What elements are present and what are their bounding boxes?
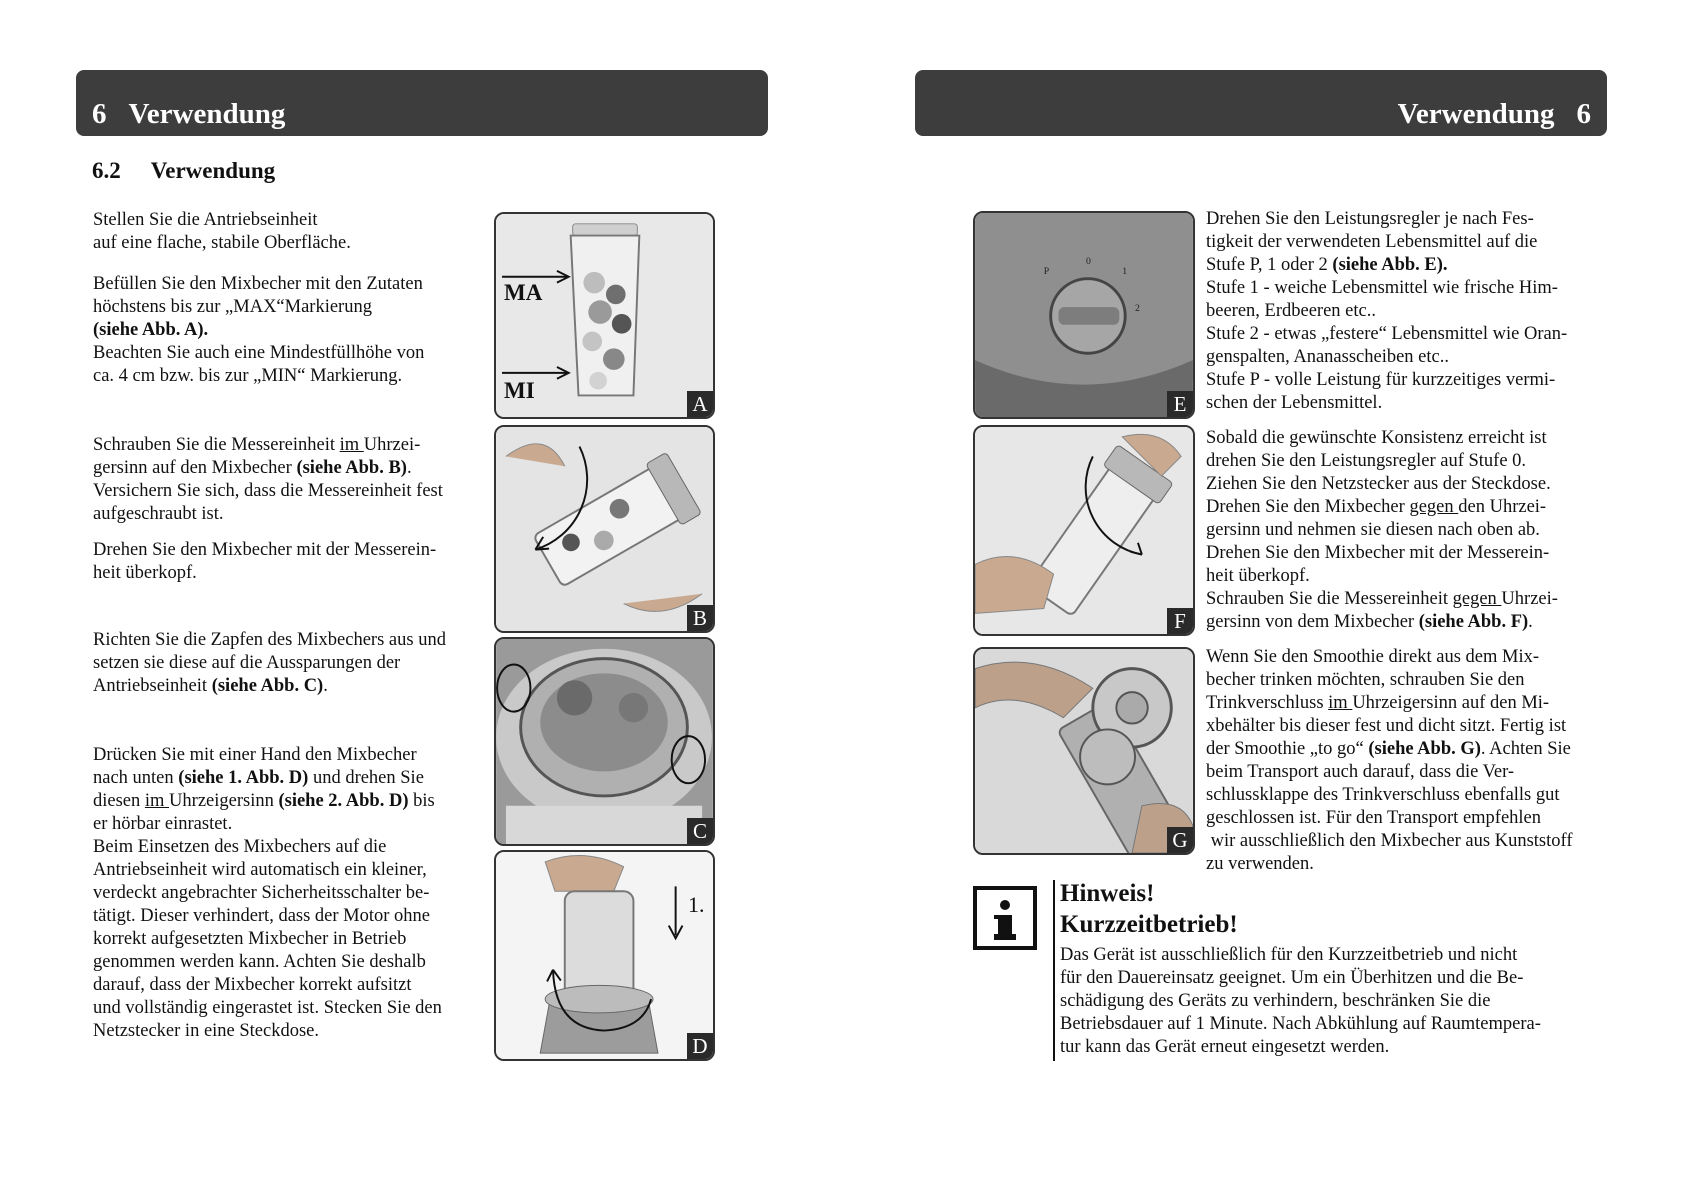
- figure-c-image: [496, 639, 713, 844]
- figure-g-drink-lid: [973, 647, 1195, 855]
- figure-a-max-min-marks: [494, 212, 715, 419]
- right-page-header: [915, 70, 1607, 136]
- chapter-title: Verwendung: [1397, 98, 1555, 130]
- svg-text:2: 2: [1135, 303, 1140, 315]
- figure-e-image: [975, 213, 1193, 417]
- chapter-number: 6: [92, 98, 107, 130]
- paragraph-place-unit: Stellen Sie die Antriebseinheit auf eine flache, stabile Oberfläche.: [93, 210, 351, 253]
- paragraph-to-go-lid: Wenn Sie den Smoothie direkt aus dem Mix- becher trinken möchten, schrauben Sie den Trinkverschluss im Uhrzeigersinn auf den Mi- xbehälter bis dieser fest und dicht sitzt. Fertig ist der Smoothie „to go“ (siehe Abb. G). Achten Sie beim Transport auch darauf, dass die Ver- schlussklappe des Trinkverschluss ebenfalls gut geschlossen ist. Für den Transport empfehlen wir ausschließlich den Mixbecher aus Kunststoff zu verwenden.: [1206, 647, 1573, 874]
- section-number: 6.2: [92, 158, 121, 183]
- paragraph-finish-and-remove: Sobald die gewünschte Konsistenz erreicht ist drehen Sie den Leistungsregler auf Stufe 0. Ziehen Sie den Netzstecker aus der Steckdose. Drehen Sie den Mixbecher gegen den Uhrzei- gersinn und nehmen sie diesen nach oben ab. Drehen Sie den Mixbecher mit der Messerein- heit überkopf. Schrauben Sie die Messereinheit gegen Uhrzei- gersinn von dem Mixbecher (siehe Abb. F).: [1206, 428, 1558, 632]
- chapter-number: 6: [1576, 98, 1591, 130]
- paragraph-power-setting: Drehen Sie den Leistungsregler je nach Fes- tigkeit der verwendeten Lebensmittel auf die Stufe P, 1 oder 2 (siehe Abb. E). Stufe 1 - weiche Lebensmittel wie frische Him- beeren, Erdbeeren etc.. Stufe 2 - etwas „festere“ Lebensmittel wie Oran- genspalten, Ananasscheiben etc.. Stufe P - volle Leistung für kurzzeitiges vermi- schen der Lebensmittel.: [1206, 209, 1568, 413]
- figure-d-press-and-turn: [494, 850, 715, 1061]
- figure-letter: F: [1167, 608, 1193, 634]
- figure-g-image: [975, 649, 1193, 853]
- note-title: Hinweis!: [1060, 880, 1155, 907]
- figure-letter: C: [687, 818, 713, 844]
- svg-text:0: 0: [1085, 256, 1091, 267]
- left-page-header: [76, 70, 768, 136]
- section-heading: [92, 158, 275, 184]
- figure-b-screw-blade: [494, 425, 715, 633]
- figure-e-power-dial: [973, 211, 1195, 419]
- figure-f-unscrew: [973, 425, 1195, 636]
- figure-letter: E: [1167, 391, 1193, 417]
- section-title: Verwendung: [150, 158, 276, 183]
- figure-letter: G: [1167, 827, 1193, 853]
- figure-letter: D: [687, 1033, 713, 1059]
- paragraph-fill-cup: Befüllen Sie den Mixbecher mit den Zutaten höchstens bis zur „MAX“Markierung (siehe Abb. A). Beachten Sie auch eine Mindestfüllhöhe von ca. 4 cm bzw. bis zur „MIN“ Markierung.: [93, 274, 425, 386]
- paragraph-screw-blade: Schrauben Sie die Messereinheit im Uhrzei- gersinn auf den Mixbecher (siehe Abb. B). Versichern Sie sich, dass die Messereinheit fest aufgeschraubt ist.: [93, 435, 443, 524]
- min-mark-label: MI: [504, 378, 535, 403]
- note-subtitle: Kurzzeitbetrieb!: [1060, 911, 1238, 938]
- info-icon: [973, 886, 1037, 950]
- svg-text:1: 1: [1122, 265, 1128, 277]
- figure-f-image: [975, 427, 1193, 634]
- note-divider: [1053, 880, 1055, 1061]
- chapter-title: Verwendung: [128, 98, 286, 130]
- figure-b-image: [496, 427, 713, 631]
- step-number-label: 1.: [688, 892, 705, 917]
- max-mark-label: MA: [504, 280, 543, 305]
- paragraph-turn-over: Drehen Sie den Mixbecher mit der Messerein- heit überkopf.: [93, 540, 437, 583]
- figure-letter: B: [687, 605, 713, 631]
- figure-c-align-pins: [494, 637, 715, 846]
- paragraph-press-lock: Drücken Sie mit einer Hand den Mixbecher nach unten (siehe 1. Abb. D) und drehen Sie diesen im Uhrzeigersinn (siehe 2. Abb. D) bis er hörbar einrastet. Beim Einsetzen des Mixbechers auf die Antriebseinheit wird automatisch ein kleiner, verdeckt angebrachter Sicherheitsschalter be- tätigt. Dieser verhindert, dass der Motor ohne korrekt aufgesetzten Mixbecher in Betrieb genommen werden kann. Achten Sie deshalb darauf, dass der Mixbecher korrekt aufsitzt und vollständig eingerastet ist. Stecken Sie den Netzstecker in eine Steckdose.: [93, 745, 442, 1041]
- figure-d-image: [496, 852, 713, 1059]
- svg-text:P: P: [1043, 265, 1050, 277]
- paragraph-align-pins: Richten Sie die Zapfen des Mixbechers aus und setzen sie diese auf die Aussparungen der Antriebseinheit (siehe Abb. C).: [93, 630, 446, 696]
- note-body: Das Gerät ist ausschließlich für den Kurzzeitbetrieb und nicht für den Dauereinsatz geeignet. Um ein Überhitzen und die Be- schädigung des Geräts zu verhindern, beschränken Sie die Betriebsdauer auf 1 Minute. Nach Abkühlung auf Raumtempera- tur kann das Gerät erneut eingesetzt werden.: [1060, 945, 1541, 1057]
- figure-letter: A: [687, 391, 713, 417]
